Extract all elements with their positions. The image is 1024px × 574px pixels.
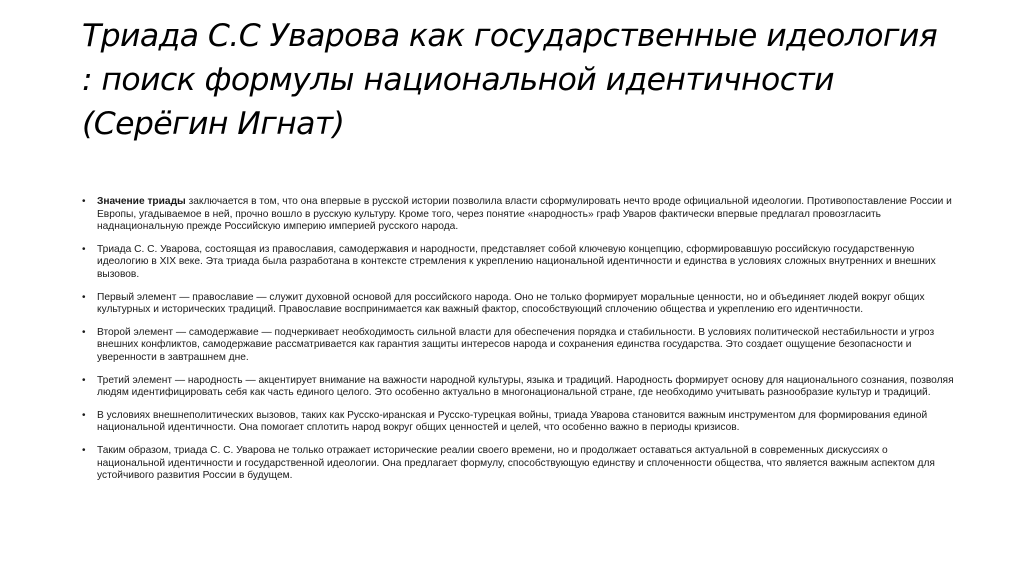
- bullet-item: [82, 244, 954, 282]
- bullet-body: В условиях внешнеполитических вызовов, таких как Русско-иранская и Русско-турецкая войны, триада Уварова становится важным инструментом для формирования единой национальной идентичности. Она помогает сплотить народ вокруг общих ценностей и целей, что особенно важно в периоды кризисов.: [97, 409, 928, 434]
- bullet-body: Таким образом, триада С. С. Уварова не только отражает исторические реалии своего времени, но и продолжает оставаться актуальной в современных дискуссиях о национальной идентичности и государственной идеологии. Она предлагает формулу, способствующую единству и сплоченности общества, что является важным аспектом для устойчивого развития России в будущем.: [97, 444, 935, 482]
- bullet-marker: •: [82, 291, 86, 303]
- bullet-marker: •: [82, 374, 86, 386]
- bullet-body: Триада С. С. Уварова, состоящая из православия, самодержавия и народности, представляет собой ключевую концепцию, сформировавшую российскую государственную идеологию в XIX веке. Эта триада была разработана в контексте стремления к укреплению национальной идентичности и единства в условиях сложных внутренних и внешних вызовов.: [97, 243, 936, 280]
- bullet-body: Первый элемент — православие — служит духовной основой для российского народа. Оно не только формирует моральные ценности, но и объединяет людей вокруг общих культурных и исторических традиций. Православие воспринимается как важный фактор, способствующий сплочению общества и укреплению его идентичности.: [97, 291, 925, 316]
- bullet-item: [82, 375, 954, 400]
- bullet-item: [82, 410, 954, 435]
- bullet-item: [82, 327, 954, 365]
- bullet-body: Второй элемент — самодержавие — подчеркивает необходимость сильной власти для обеспечения порядка и стабильности. В условиях политической нестабильности и угроз внешних конфликтов, самодержавие рассматривается как гарантия защиты интересов народа и сохранения единства государства. Это создает ощущение безопасности и уверенности в завтрашнем дне.: [97, 326, 935, 363]
- bullet-lead: Значение триады: [97, 196, 186, 207]
- bullet-body: заключается в том, что она впервые в русской истории позволила власти сформулировать нечто вроде официальной идеологии. Противопоставление России и Европы, угадываемое в ней, прочно вошло в русскую культуру. Кроме того, через понятие «народность» граф Уваров фактически впервые предлагал провозгласить наднациональную прежде Российскую империю империей русского народа.: [97, 196, 952, 233]
- bullet-marker: •: [82, 196, 86, 207]
- bullet-text: [97, 244, 936, 280]
- bullet-text: [97, 410, 927, 434]
- slide-title: Триада С.С Уварова как государственные идеология : поиск формулы национальной идентичности (Серёгин Игнат): [82, 18, 938, 142]
- bullet-item: [82, 445, 954, 483]
- bullet-text: [97, 445, 935, 481]
- bullet-text: [97, 196, 952, 232]
- bullet-text: [97, 375, 954, 399]
- bullet-marker: •: [82, 326, 86, 338]
- bullet-text: [97, 292, 925, 316]
- bullet-marker: •: [82, 409, 86, 421]
- bullet-item: [82, 292, 954, 317]
- bullet-marker: •: [82, 243, 86, 255]
- bullet-text: [97, 327, 934, 363]
- bullet-item: [82, 196, 954, 234]
- bullet-body: Третий элемент — народность — акцентирует внимание на важности народной культуры, языка и традиций. Народность формирует основу для национального сознания, позволяя людям идентифицировать себя как часть единого целого. Это особенно актуально в многонациональной стране, где необходимо учитывать разнообразие культур и традиций.: [97, 374, 954, 399]
- bullet-list: [82, 196, 954, 493]
- bullet-marker: •: [82, 444, 86, 456]
